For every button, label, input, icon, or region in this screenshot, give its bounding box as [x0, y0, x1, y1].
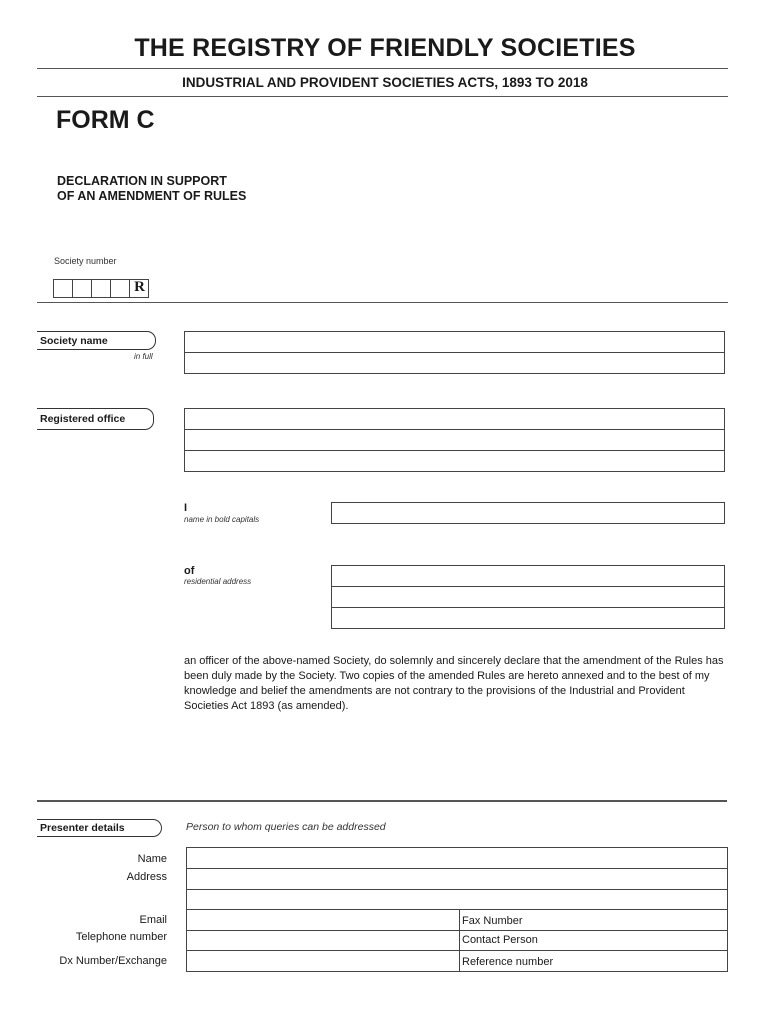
- presenter-contact-input[interactable]: [459, 930, 728, 951]
- declarant-label: I: [184, 502, 188, 514]
- header-divider-bottom: [37, 96, 728, 97]
- presenter-email-label: Email: [139, 914, 167, 926]
- registered-office-input-line2[interactable]: [184, 429, 725, 451]
- presenter-name-label: Name: [137, 853, 167, 865]
- declarant-hint: name in bold capitals: [184, 515, 260, 524]
- address-hint: residential address: [184, 577, 252, 586]
- presenter-fax-input[interactable]: [459, 909, 728, 931]
- presenter-address-input-line2[interactable]: [186, 889, 728, 910]
- page-subtitle: INDUSTRIAL AND PROVIDENT SOCIETIES ACTS, 1893 TO 2018: [182, 75, 588, 90]
- presenter-divider: [37, 800, 727, 802]
- presenter-details-label: Presenter details: [37, 819, 162, 837]
- declaration-title-line1: DECLARATION IN SUPPORT: [57, 174, 227, 188]
- society-number-digit-3[interactable]: [92, 280, 111, 298]
- registered-office-input-line1[interactable]: [184, 408, 725, 430]
- declaration-title: [57, 174, 246, 204]
- society-number-digit-1[interactable]: [54, 280, 73, 298]
- section-divider: [37, 302, 728, 303]
- registered-office-input-line3[interactable]: [184, 450, 725, 472]
- presenter-address-label: Address: [126, 871, 167, 883]
- society-name-hint: in full: [134, 352, 153, 361]
- declaration-text: an officer of the above-named Society, do solemnly and sincerely declare that the amendment of the Rules has been duly made by the Society. Two copies of the amended Rules are hereto annexed and to the best of my knowledge and belief the amendments are not contrary to the provisions of the Industrial and Provident Societies Act 1893 (as amended).: [184, 655, 724, 712]
- declarant-name-input[interactable]: [331, 502, 725, 524]
- presenter-address-input-line1[interactable]: [186, 868, 728, 890]
- society-number-suffix: R: [134, 279, 145, 295]
- society-name-input-line2[interactable]: [184, 352, 725, 374]
- page-title: THE REGISTRY OF FRIENDLY SOCIETIES: [134, 34, 636, 62]
- presenter-note: Person to whom queries can be addressed: [186, 821, 386, 833]
- presenter-dx-input[interactable]: [186, 950, 460, 972]
- society-number-label: Society number: [54, 256, 117, 266]
- header-divider-top: [37, 68, 728, 69]
- presenter-reference-input[interactable]: [459, 950, 728, 972]
- presenter-telephone-label: Telephone number: [75, 931, 167, 943]
- society-name-label: Society name: [37, 331, 156, 350]
- presenter-dx-label: Dx Number/Exchange: [59, 955, 167, 967]
- society-number-field[interactable]: [53, 279, 149, 298]
- presenter-fax-label: Fax Number: [462, 915, 523, 927]
- address-label: of: [184, 565, 195, 577]
- society-number-digit-2[interactable]: [73, 280, 92, 298]
- presenter-email-input[interactable]: [186, 909, 460, 931]
- society-name-input-line1[interactable]: [184, 331, 725, 353]
- society-number-digit-4[interactable]: [111, 280, 130, 298]
- presenter-telephone-input[interactable]: [186, 930, 460, 951]
- presenter-reference-label: Reference number: [462, 956, 554, 968]
- residential-address-input-line3[interactable]: [331, 607, 725, 629]
- residential-address-input-line1[interactable]: [331, 565, 725, 587]
- declaration-title-line2: OF AN AMENDMENT OF RULES: [57, 189, 247, 203]
- residential-address-input-line2[interactable]: [331, 586, 725, 608]
- form-code: FORM C: [56, 106, 155, 134]
- registered-office-label: Registered office: [37, 408, 154, 430]
- presenter-contact-label: Contact Person: [462, 934, 538, 946]
- presenter-name-input[interactable]: [186, 847, 728, 869]
